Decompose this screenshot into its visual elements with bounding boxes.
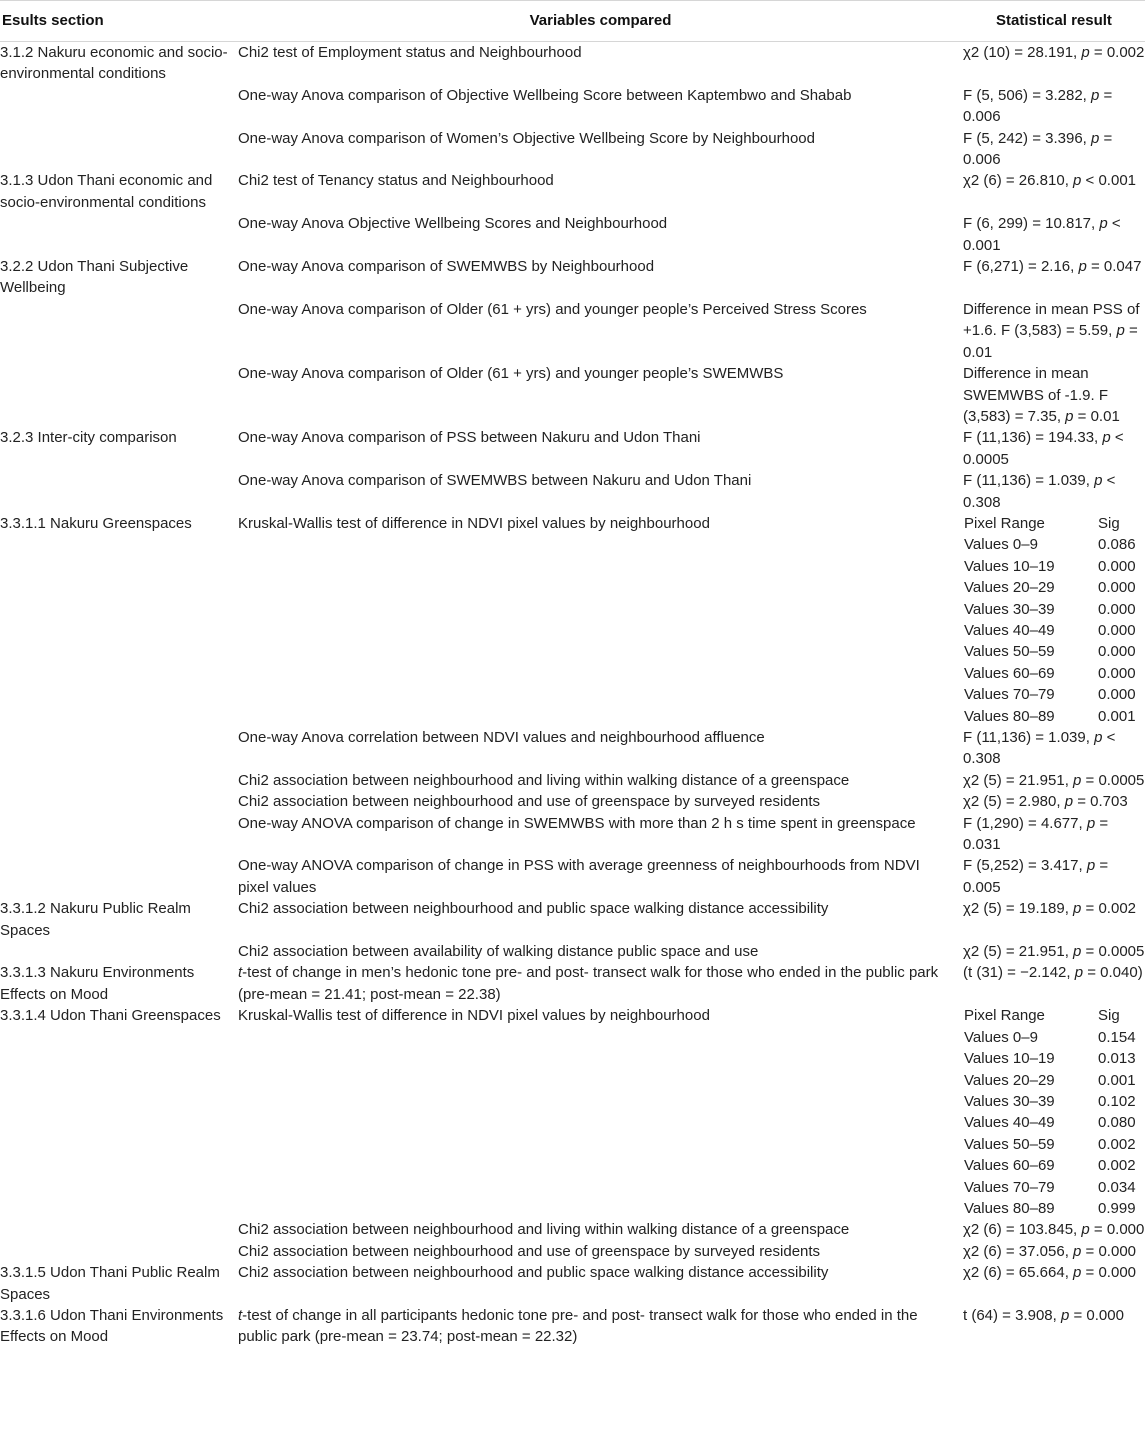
- variables-compared-cell: One-way ANOVA comparison of change in SWEMWBS with more than 2 h s time spent in greenspace: [238, 814, 916, 832]
- results-section-cell: [0, 213, 238, 256]
- pixel-range-row: [963, 599, 1145, 620]
- results-section-cell: [0, 1219, 238, 1240]
- pixel-range-row: [963, 1198, 1145, 1219]
- results-section-cell: [0, 1241, 238, 1262]
- variables-compared-cell: One-way Anova comparison of Older (61 + yrs) and younger people’s Perceived Stress Scores: [238, 300, 867, 318]
- variables-compared-cell: Chi2 test of Tenancy status and Neighbourhood: [238, 172, 554, 190]
- header-row: [0, 1, 1145, 42]
- pixel-range-row: [963, 1155, 1145, 1176]
- pixel-range-row: [963, 641, 1145, 662]
- pixel-range-header: [963, 1005, 1145, 1026]
- pixel-range-row: [963, 620, 1145, 641]
- sig-value: 0.002: [1098, 1135, 1136, 1153]
- table-row: [0, 513, 1145, 727]
- pixel-range-value: Values 0–9: [964, 536, 1038, 554]
- variables-compared-cell: One-way Anova Objective Wellbeing Scores and Neighbourhood: [238, 215, 668, 233]
- statistical-result-cell: F (11,136) = 1.039, p < 0.308: [963, 729, 1116, 768]
- pixel-range-value: Values 20–29: [964, 579, 1055, 597]
- sig-value: 0.000: [1098, 621, 1136, 639]
- pixel-range-row: [963, 706, 1145, 727]
- table-row: [0, 813, 1145, 856]
- table-row: [0, 1241, 1145, 1262]
- results-section-cell: 3.3.1.1 Nakuru Greenspaces: [0, 514, 192, 532]
- sig-value: 0.999: [1098, 1199, 1136, 1217]
- pixel-range-value: Values 30–39: [964, 1092, 1055, 1110]
- table-row: [0, 213, 1145, 256]
- table-row: [0, 42, 1145, 85]
- sig-value: 0.000: [1098, 686, 1136, 704]
- table-row: [0, 299, 1145, 363]
- sig-value: 0.080: [1098, 1114, 1136, 1132]
- variables-compared-cell: One-way Anova comparison of Objective Wellbeing Score between Kaptembwo and Shabab: [238, 86, 852, 104]
- results-section-cell: [0, 363, 238, 427]
- statistical-result-cell: χ2 (5) = 19.189, p = 0.002: [963, 900, 1137, 918]
- statistical-result-cell: χ2 (5) = 21.951, p = 0.0005: [963, 771, 1145, 789]
- pixel-range-value: Values 0–9: [964, 1028, 1038, 1046]
- pixel-range-row: [963, 1048, 1145, 1069]
- statistical-result-cell: χ2 (5) = 2.980, p = 0.703: [963, 793, 1128, 811]
- results-section-cell: [0, 941, 238, 962]
- variables-compared-cell: One-way Anova comparison of SWEMWBS by Neighbourhood: [238, 258, 655, 276]
- pixel-range-value: Values 70–79: [964, 1178, 1055, 1196]
- statistical-result-cell: F (6, 299) = 10.817, p < 0.001: [963, 215, 1121, 254]
- variables-compared-cell: One-way ANOVA comparison of change in PSS with average greenness of neighbourhoods from NDVI pixel values: [238, 857, 920, 896]
- statistical-result-cell: F (11,136) = 1.039, p < 0.308: [963, 472, 1116, 511]
- table-row: [0, 256, 1145, 299]
- statistical-result-cell: [963, 513, 1145, 727]
- statistical-result-cell: χ2 (5) = 21.951, p = 0.0005: [963, 943, 1145, 961]
- sig-value: 0.000: [1098, 643, 1136, 661]
- table-row: [0, 170, 1145, 213]
- variables-compared-cell: One-way Anova comparison of SWEMWBS between Nakuru and Udon Thani: [238, 472, 752, 490]
- pixel-range-value: Values 50–59: [964, 643, 1055, 661]
- table-row: [0, 770, 1145, 791]
- results-section-cell: 3.2.3 Inter-city comparison: [0, 429, 177, 447]
- variables-compared-cell: Kruskal-Wallis test of difference in NDVI pixel values by neighbourhood: [238, 514, 710, 532]
- variables-compared-cell: Chi2 association between neighbourhood and public space walking distance accessibility: [238, 900, 829, 918]
- table-row: [0, 962, 1145, 1005]
- results-section-cell: 3.1.3 Udon Thani economic and socio-environmental conditions: [0, 172, 213, 211]
- table-body: [0, 42, 1145, 1348]
- pixel-range-row: [963, 684, 1145, 705]
- table-row: [0, 427, 1145, 470]
- pixel-range-row: [963, 1134, 1145, 1155]
- variables-compared-cell: One-way Anova correlation between NDVI values and neighbourhood affluence: [238, 729, 765, 746]
- statistical-result-cell: (t (31) = −2.142, p = 0.040): [963, 964, 1143, 982]
- pixel-range-value: Values 40–49: [964, 621, 1055, 639]
- results-section-cell: [0, 85, 238, 128]
- pixel-range-value: Values 50–59: [964, 1135, 1055, 1153]
- pixel-range-value: Values 60–69: [964, 1157, 1055, 1175]
- table-row: [0, 727, 1145, 770]
- statistical-result-cell: χ2 (6) = 37.056, p = 0.000: [963, 1242, 1137, 1260]
- statistical-result-cell: F (1,290) = 4.677, p = 0.031: [963, 814, 1109, 854]
- header-statistical-result: Statistical result: [963, 1, 1145, 42]
- statistical-result-cell: Difference in mean PSS of +1.6. F (3,583) = 5.59, p = 0.01: [963, 300, 1140, 361]
- variables-compared-cell: t-test of change in all participants hedonic tone pre- and post- transect walk for those who ended in the public park (pre-mean = 23.74; post-mean = 22.32): [238, 1306, 918, 1346]
- sig-value: 0.000: [1098, 600, 1136, 618]
- results-section-cell: [0, 791, 238, 812]
- sig-value: 0.000: [1098, 664, 1136, 682]
- statistical-result-cell: F (5,252) = 3.417, p = 0.005: [963, 857, 1109, 896]
- results-section-cell: 3.3.1.2 Nakuru Public Realm Spaces: [0, 900, 191, 939]
- header-variables-compared: Variables compared: [238, 1, 963, 42]
- table-row: [0, 470, 1145, 513]
- results-section-cell: [0, 770, 238, 791]
- table-row: [0, 1305, 1145, 1348]
- pixel-range-value: Values 70–79: [964, 686, 1055, 704]
- results-section-cell: [0, 470, 238, 513]
- results-section-cell: 3.3.1.6 Udon Thani Environments Effects on Mood: [0, 1306, 224, 1346]
- sig-value: 0.000: [1098, 579, 1136, 597]
- table-row: [0, 898, 1145, 941]
- pixel-range-value: Values 40–49: [964, 1114, 1055, 1132]
- sig-value: 0.102: [1098, 1092, 1136, 1110]
- variables-compared-cell: One-way Anova comparison of Older (61 + yrs) and younger people’s SWEMWBS: [238, 365, 784, 383]
- statistical-result-cell: χ2 (6) = 65.664, p = 0.000: [963, 1264, 1137, 1282]
- results-section-cell: [0, 813, 238, 856]
- sig-value: 0.013: [1098, 1050, 1136, 1068]
- table-row: [0, 128, 1145, 171]
- pixel-range-row: [963, 1070, 1145, 1091]
- pixel-range-value: Values 30–39: [964, 600, 1055, 618]
- sig-value: 0.001: [1098, 1071, 1136, 1089]
- statistical-result-cell: F (6,271) = 2.16, p = 0.047: [963, 258, 1142, 276]
- sig-value: 0.034: [1098, 1178, 1136, 1196]
- variables-compared-cell: t-test of change in men’s hedonic tone pre- and post- transect walk for those who ended in the public park (pre-mean = 21.41; post-mean = 22.38): [238, 964, 939, 1003]
- table-row: [0, 855, 1145, 898]
- sig-value: 0.000: [1098, 557, 1136, 575]
- pixel-range-row: [963, 663, 1145, 684]
- variables-compared-cell: One-way Anova comparison of Women’s Objective Wellbeing Score by Neighbourhood: [238, 129, 815, 147]
- pixel-range-header: [963, 513, 1145, 534]
- sig-label: Sig: [1098, 514, 1120, 532]
- variables-compared-cell: Chi2 association between neighbourhood and living within walking distance of a greenspace: [238, 1221, 850, 1239]
- statistical-result-cell: χ2 (10) = 28.191, p = 0.002: [963, 44, 1145, 61]
- pixel-range-value: Values 10–19: [964, 1050, 1055, 1068]
- results-section-cell: 3.2.2 Udon Thani Subjective Wellbeing: [0, 258, 189, 297]
- results-section-cell: [0, 128, 238, 171]
- variables-compared-cell: Chi2 association between neighbourhood and public space walking distance accessibility: [238, 1264, 829, 1282]
- statistical-result-cell: χ2 (6) = 26.810, p < 0.001: [963, 172, 1137, 190]
- statistical-result-cell: [963, 1005, 1145, 1219]
- table-row: [0, 1219, 1145, 1240]
- variables-compared-cell: Kruskal-Wallis test of difference in NDVI pixel values by neighbourhood: [238, 1007, 710, 1025]
- variables-compared-cell: Chi2 association between neighbourhood and use of greenspace by surveyed residents: [238, 1242, 821, 1260]
- header-results-section: Esults section: [0, 1, 238, 42]
- variables-compared-cell: Chi2 test of Employment status and Neighbourhood: [238, 44, 582, 61]
- variables-compared-cell: One-way Anova comparison of PSS between Nakuru and Udon Thani: [238, 429, 701, 447]
- statistical-result-cell: F (5, 242) = 3.396, p = 0.006: [963, 129, 1113, 169]
- results-section-cell: [0, 727, 238, 770]
- table-row: [0, 1005, 1145, 1219]
- pixel-range-row: [963, 1091, 1145, 1112]
- sig-value: 0.086: [1098, 536, 1136, 554]
- sig-value: 0.001: [1098, 707, 1136, 725]
- pixel-range-row: [963, 556, 1145, 577]
- statistical-result-cell: F (11,136) = 194.33, p < 0.0005: [963, 429, 1124, 468]
- statistical-result-cell: F (5, 506) = 3.282, p = 0.006: [963, 86, 1113, 126]
- pixel-range-value: Values 10–19: [964, 557, 1055, 575]
- table-row: [0, 85, 1145, 128]
- table-row: [0, 941, 1145, 962]
- pixel-range-value: Values 80–89: [964, 1199, 1055, 1217]
- pixel-range-row: [963, 577, 1145, 598]
- statistical-result-cell: t (64) = 3.908, p = 0.000: [963, 1306, 1124, 1324]
- sig-label: Sig: [1098, 1007, 1120, 1025]
- results-section-cell: 3.3.1.4 Udon Thani Greenspaces: [0, 1007, 221, 1025]
- pixel-range-row: [963, 1027, 1145, 1048]
- statistical-result-cell: χ2 (6) = 103.845, p = 0.000: [963, 1221, 1145, 1239]
- sig-value: 0.002: [1098, 1157, 1136, 1175]
- pixel-range-row: [963, 1112, 1145, 1133]
- results-section-cell: 3.3.1.5 Udon Thani Public Realm Spaces: [0, 1264, 220, 1303]
- results-section-cell: 3.3.1.3 Nakuru Environments Effects on Mood: [0, 964, 195, 1003]
- pixel-range-value: Values 80–89: [964, 707, 1055, 725]
- pixel-range-value: Values 60–69: [964, 664, 1055, 682]
- pixel-range-value: Values 20–29: [964, 1071, 1055, 1089]
- pixel-range-row: [963, 1177, 1145, 1198]
- variables-compared-cell: Chi2 association between availability of walking distance public space and use: [238, 943, 759, 961]
- variables-compared-cell: Chi2 association between neighbourhood and use of greenspace by surveyed residents: [238, 793, 821, 811]
- statistical-result-cell: Difference in mean SWEMWBS of -1.9. F (3,583) = 7.35, p = 0.01: [963, 365, 1120, 425]
- pixel-range-row: [963, 534, 1145, 555]
- results-section-cell: [0, 855, 238, 898]
- table-row: [0, 1262, 1145, 1305]
- results-section-cell: [0, 299, 238, 363]
- table-row: [0, 363, 1145, 427]
- pixel-range-label: Pixel Range: [964, 514, 1045, 532]
- pixel-range-label: Pixel Range: [964, 1007, 1045, 1025]
- variables-compared-cell: Chi2 association between neighbourhood and living within walking distance of a greenspace: [238, 771, 850, 789]
- table-row: [0, 791, 1145, 812]
- results-section-cell: 3.1.2 Nakuru economic and socio-environmental conditions: [0, 44, 228, 83]
- sig-value: 0.154: [1098, 1028, 1136, 1046]
